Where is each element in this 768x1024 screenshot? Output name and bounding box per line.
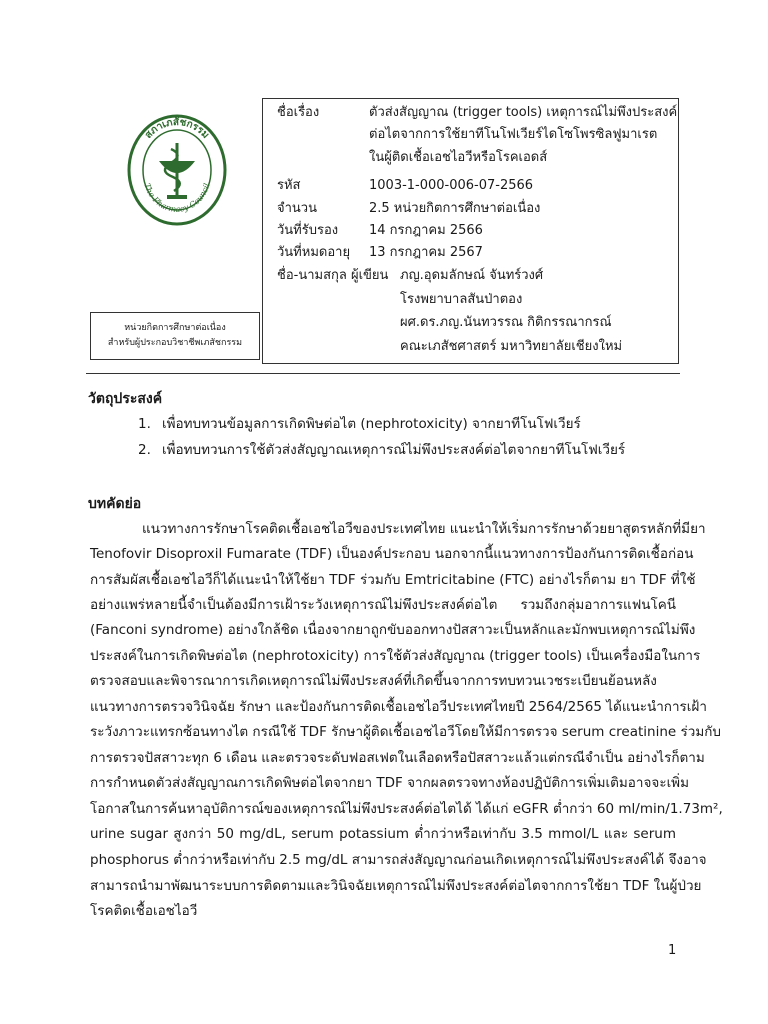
abstract-line: ระวังภาวะแทรกซ้อนทางไต กรณีใช้ TDF รักษาผู้ติดเชื้อเอชไอวีโดยให้มีการตรวจ serum creatinine ร่วมกับ [90,724,721,740]
abstract-line: การกำหนดตัวส่งสัญญาณการเกิดพิษต่อไตจากยา TDF จากผลตรวจทางห้องปฏิบัติการเพิ่มเติมอาจจะเพิ่ม [90,775,689,791]
author-line-1: ภญ.อุดมลักษณ์ จันทร์วงศ์ [400,268,544,283]
objectives-heading: วัตถุประสงค์ [88,391,163,407]
svg-text:สภาเภสัชกรรม [143,116,211,141]
objective-text: เพื่อทบทวนการใช้ตัวส่งสัญญาณเหตุการณ์ไม่พึงประสงค์ต่อไตจากยาทีโนโฟเวียร์ [162,442,626,458]
seal-bottom-text: The Pharmacy Council [142,182,212,215]
objective-item-2 [138,440,625,460]
objective-number: 2. [138,442,151,458]
course-info-box [262,98,679,364]
ce-unit-box [90,312,260,360]
abstract-line: อย่างแพร่หลายนี้จำเป็นต้องมีการเฝ้าระวังเหตุการณ์ไม่พึงประสงค์ต่อไต รวมถึงกลุ่มอาการแฟนโคนี [90,597,676,613]
abstract-line: แนวทางการตรวจวินิจฉัย รักษา และป้องกันการติดเชื้อเอชไอวีประเทศไทยปี 2564/2565 ได้แนะนำการเฝ้า [90,699,707,715]
abstract-line: Tenofovir Disoproxil Fumarate (TDF) เป็นองค์ประกอบ นอกจากนี้แนวทางการป้องกันการติดเชื้อก่อน [90,546,694,562]
abstract-line: โอกาสในการค้นหาอุบัติการณ์ของเหตุการณ์ไม่พึงประสงค์ต่อไตได้ ได้แก่ eGFR ต่ำกว่า 60 ml/min/1.73m², [90,801,723,817]
author-line-4: คณะเภสัชศาสตร์ มหาวิทยาลัยเชียงใหม่ [400,339,623,354]
abstract-line: การสัมผัสเชื้อเอชไอวีก็ได้แนะนำให้ใช้ยา TDF ร่วมกับ Emtricitabine (FTC) อย่างไรก็ตาม ยา TDF ที่ใช้ [90,572,696,588]
abstract-line: ตรวจสอบและพิจารณาการเกิดเหตุการณ์ไม่พึงประสงค์ที่เกิดขึ้นจากการทบทวนเวชระเบียนย้อนหลัง [90,673,657,689]
abstract-line: สามารถนำมาพัฒนาระบบการติดตามและวินิจฉัยเหตุการณ์ไม่พึงประสงค์ต่อไตจากการใช้ยา TDF ในผู้ป่วย [90,878,702,894]
abstract-line: ประสงค์ในการเกิดพิษต่อไต (nephrotoxicity) การใช้ตัวส่งสัญญาณ (trigger tools) เป็นเครื่องมือในการ [90,648,701,664]
abstract-line: การตรวจปัสสาวะทุก 6 เดือน และตรวจระดับฟอสเฟตในเลือดหรือปัสสาวะแล้วแต่กรณีจำเป็น อย่างไรก็ตาม [90,750,705,766]
abstract-heading: บทคัดย่อ [88,496,142,512]
page-number: 1 [668,943,677,958]
title-line-2: ต่อไตจากการใช้ยาทีโนโฟเวียร์ไดโซโพรซิลฟูมาเรต [369,127,658,142]
unit-box-line1: หน่วยกิตการศึกษาต่อเนื่อง [124,323,226,333]
abstract-line: โรคติดเชื้อเอชไอวี [90,903,198,919]
author-line-2: โรงพยาบาลสันป่าตอง [400,292,523,307]
abstract-line: (Fanconi syndrome) อย่างใกล้ชิด เนื่องจากยาถูกขับออกทางปัสสาวะเป็นหลักและมักพบเหตุการณ์ไม่พึง [90,622,696,638]
unit-box-line2: สำหรับผู้ประกอบวิชาชีพเภสัชกรรม [107,338,243,348]
pharmacy-council-seal-icon [126,113,228,227]
abstract-line: แนวทางการรักษาโรคติดเชื้อเอชไอวีของประเทศไทย แนะนำให้เริ่มการรักษาด้วยยาสูตรหลักที่มียา [142,521,706,537]
expire-label: วันที่หมดอายุ [277,245,351,260]
abstract-line: urine sugar สูงกว่า 50 mg/dL, serum potassium ต่ำกว่าหรือเท่ากับ 3.5 mmol/L และ serum [90,826,676,842]
seal-top-text: สภาเภสัชกรรม [143,116,211,141]
objective-item-1 [138,414,581,434]
title-line-1: ตัวส่งสัญญาณ (trigger tools) เหตุการณ์ไม่พึงประสงค์ [369,105,678,120]
author-line-3: ผศ.ดร.ภญ.นันทวรรณ กิติกรรณากรณ์ [400,315,612,330]
approved-label: วันที่รับรอง [277,223,339,238]
objective-text: เพื่อทบทวนข้อมูลการเกิดพิษต่อไต (nephrotoxicity) จากยาทีโนโฟเวียร์ [162,416,581,432]
divider [86,373,680,374]
approved-value: 14 กรกฎาคม 2566 [369,223,483,238]
amount-label: จำนวน [277,201,317,216]
author-label: ชื่อ-นามสกุล ผู้เขียน [277,268,389,283]
title-label: ชื่อเรื่อง [277,105,320,120]
abstract-line: phosphorus ต่ำกว่าหรือเท่ากับ 2.5 mg/dL สามารถส่งสัญญาณก่อนเกิดเหตุการณ์ไม่พึงประสงค์ได้ จึงอาจ [90,852,707,868]
code-label: รหัส [277,178,301,193]
title-line-3: ในผู้ติดเชื้อเอชไอวีหรือโรคเอดส์ [369,150,548,165]
objective-number: 1. [138,416,151,432]
expire-value: 13 กรกฎาคม 2567 [369,245,483,260]
amount-value: 2.5 หน่วยกิตการศึกษาต่อเนื่อง [369,201,541,216]
code-value: 1003-1-000-006-07-2566 [369,178,534,193]
